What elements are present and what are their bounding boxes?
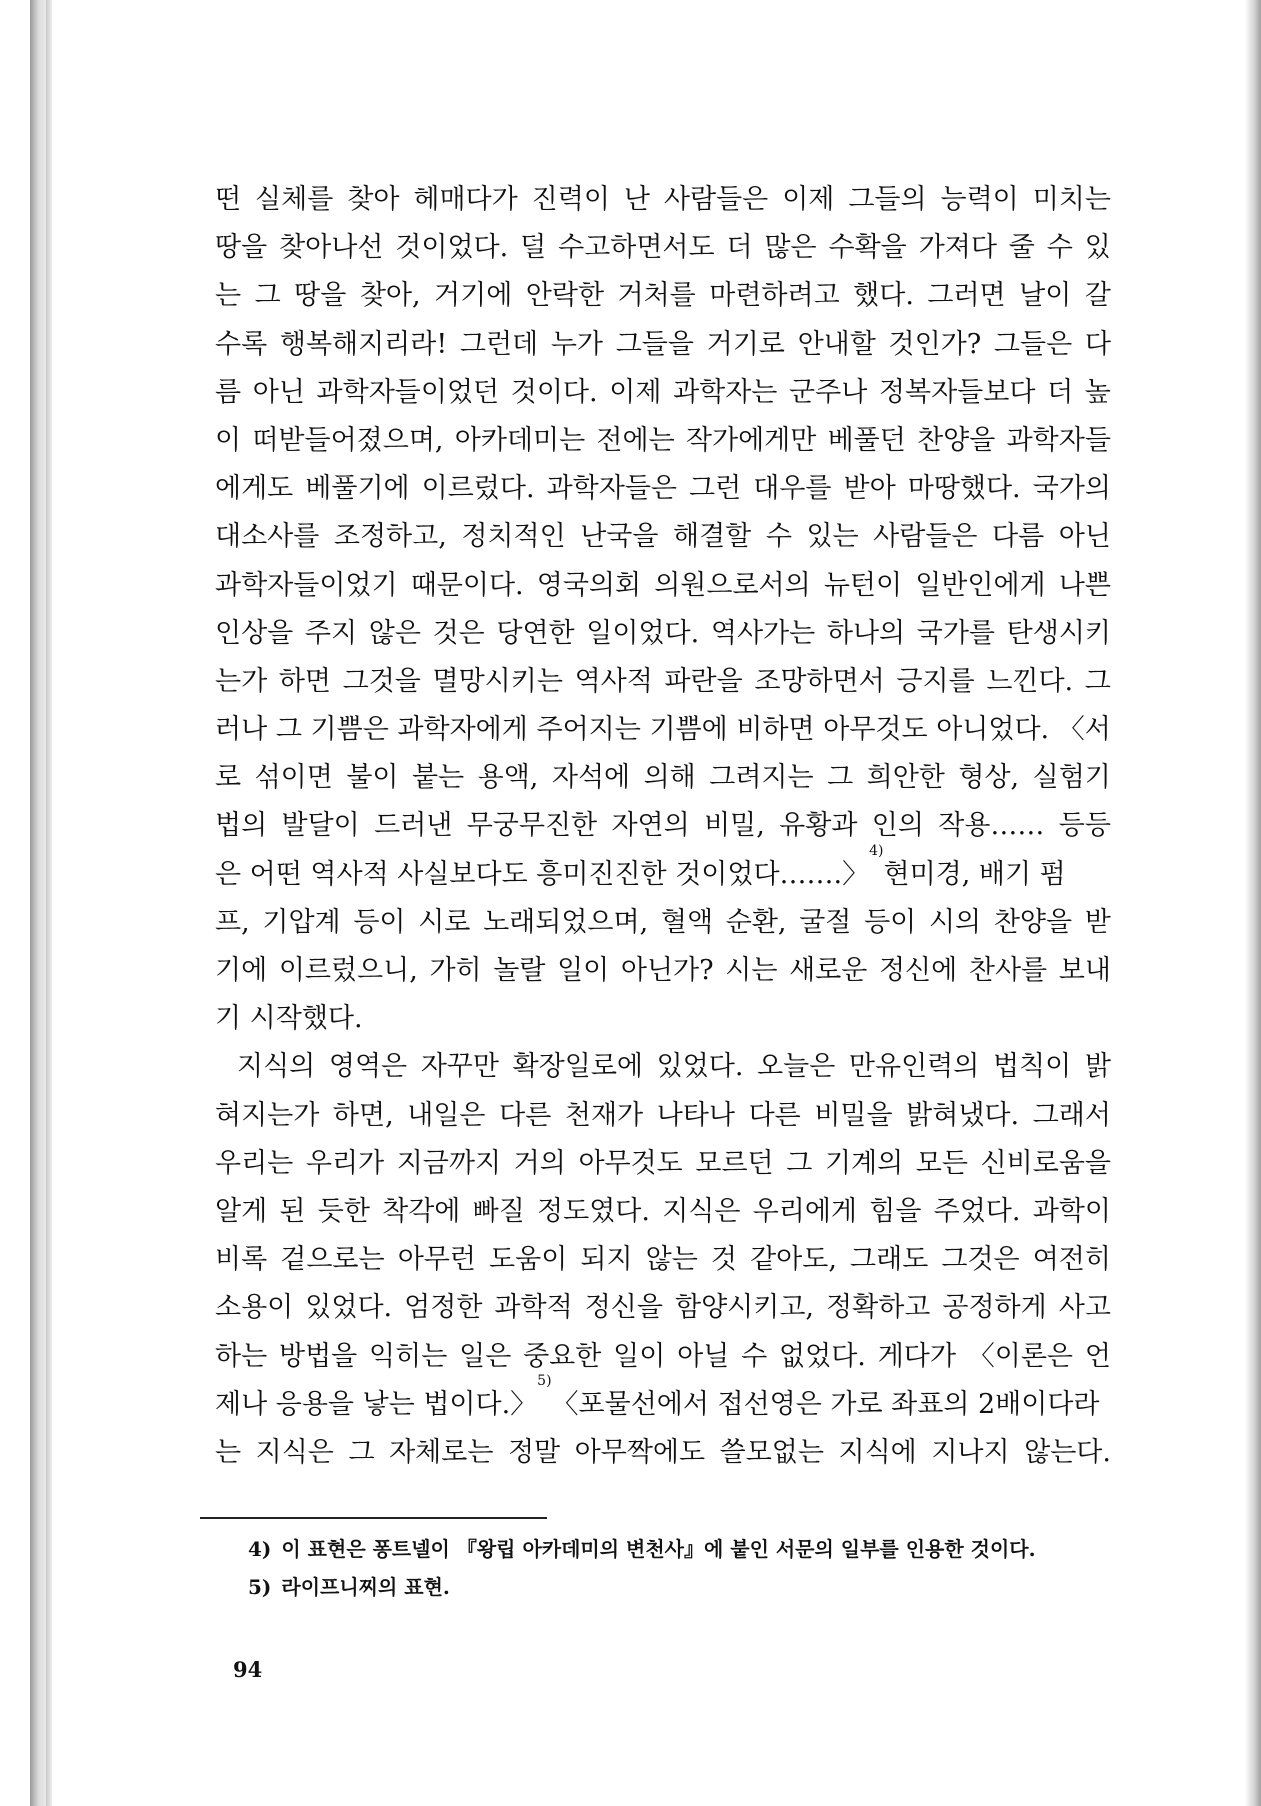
- text-line: 러나 그 기쁨은 과학자에게 주어지는 기쁨에 비하면 아무것도 아니었다. 〈서: [215, 714, 1111, 746]
- text-line: 소용이 있었다. 엄정한 과학적 정신을 함양시키고, 정확하고 공정하게 사고: [215, 1292, 1111, 1324]
- text-line: 프, 기압계 등이 시로 노래되었으며, 혈액 순환, 굴절 등이 시의 찬양을 받: [215, 906, 1111, 938]
- text-line: 떤 실체를 찾아 헤매다가 진력이 난 사람들은 이제 그들의 능력이 미치는: [215, 184, 1111, 215]
- footnote-text: 라이프니찌의 표현.: [281, 1575, 450, 1599]
- body-text: [215, 176, 1111, 1477]
- text-line: 이 떠받들어졌으며, 아카데미는 전에는 작가에게만 베풀던 찬양을 과학자들: [215, 424, 1111, 456]
- footnote-item: [248, 1568, 1128, 1606]
- footnote-ref-4: 4): [869, 842, 884, 859]
- footnote-item: [248, 1530, 1128, 1568]
- text-line: 알게 된 듯한 착각에 빠질 정도였다. 지식은 우리에게 힘을 주었다. 과학이: [215, 1195, 1111, 1227]
- page-shadow-edge: [1245, 0, 1261, 1806]
- text-line: 과학자들이었기 때문이다. 영국의회 의원으로서의 뉴턴이 일반인에게 나쁜: [215, 569, 1111, 601]
- text-line: 로 섞이면 불이 붙는 용액, 자석에 의해 그려지는 그 희안한 형상, 실험기: [215, 762, 1111, 794]
- text-line: 대소사를 조정하고, 정치적인 난국을 해결할 수 있는 사람들은 다름 아닌: [215, 521, 1111, 553]
- footnotes: [248, 1530, 1128, 1606]
- text-line: 제나 응용을 낳는 법이다.〉 5) 〈포물선에서 접선영은 가로 좌표의 2배이다라: [215, 1381, 1111, 1429]
- footnote-number: 5): [248, 1575, 272, 1599]
- text-line: 인상을 주지 않은 것은 당연한 일이었다. 역사가는 하나의 국가를 탄생시키: [215, 617, 1111, 649]
- text-line: 수록 행복해지리라! 그런데 누가 그들을 거기로 안내할 것인가? 그들은 다: [215, 328, 1111, 360]
- text-line: 지식의 영역은 자꾸만 확장일로에 있었다. 오늘은 만유인력의 법칙이 밝: [237, 1051, 1111, 1083]
- footnote-text: 이 표현은 퐁트넬이 『왕립 아카데미의 변천사』에 붙인 서문의 일부를 인용한 것이다.: [281, 1537, 1036, 1561]
- text-line: 법의 발달이 드러낸 무궁무진한 자연의 비밀, 유황과 인의 작용…… 등등: [215, 810, 1111, 842]
- text-line: 는 지식은 그 자체로는 정말 아무짝에도 쓸모없는 지식에 지나지 않는다.: [215, 1436, 1111, 1468]
- text-line: 비록 겉으로는 아무런 도움이 되지 않는 것 같아도, 그래도 그것은 여전히: [215, 1244, 1111, 1276]
- text-line: 름 아닌 과학자들이었던 것이다. 이제 과학자는 군주나 정복자들보다 더 높: [215, 376, 1111, 408]
- text-line: 은 어떤 역사적 사실보다도 흥미진진한 것이었다…….〉 4) 현미경, 배기 펌: [215, 851, 1111, 899]
- footnote-ref-5: 5): [537, 1372, 552, 1389]
- footnote-number: 4): [248, 1537, 272, 1561]
- text-line: 기에 이르렀으니, 가히 놀랄 일이 아닌가? 시는 새로운 정신에 찬사를 보내: [215, 955, 1111, 986]
- text-line: 기 시작했다.: [215, 1003, 363, 1035]
- text-line: 땅을 찾아나선 것이었다. 덜 수고하면서도 더 많은 수확을 가져다 줄 수 있: [215, 232, 1111, 264]
- text-line: 는가 하면 그것을 멸망시키는 역사적 파란을 조망하면서 긍지를 느낀다. 그: [215, 665, 1111, 697]
- footnote-divider: [200, 1517, 547, 1519]
- page-number: 94: [233, 1657, 263, 1682]
- text-line: 하는 방법을 익히는 일은 중요한 일이 아닐 수 없었다. 게다가 〈이론은 언: [215, 1340, 1111, 1372]
- text-line: 혀지는가 하면, 내일은 다른 천재가 나타나 다른 비밀을 밝혀냈다. 그래서: [215, 1099, 1111, 1131]
- text-line: 는 그 땅을 찾아, 거기에 안락한 거처를 마련하려고 했다. 그러면 날이 갈: [215, 280, 1111, 312]
- text-line: 에게도 베풀기에 이르렀다. 과학자들은 그런 대우를 받아 마땅했다. 국가의: [215, 473, 1111, 505]
- text-line: 우리는 우리가 지금까지 거의 아무것도 모르던 그 기계의 모든 신비로움을: [215, 1147, 1111, 1179]
